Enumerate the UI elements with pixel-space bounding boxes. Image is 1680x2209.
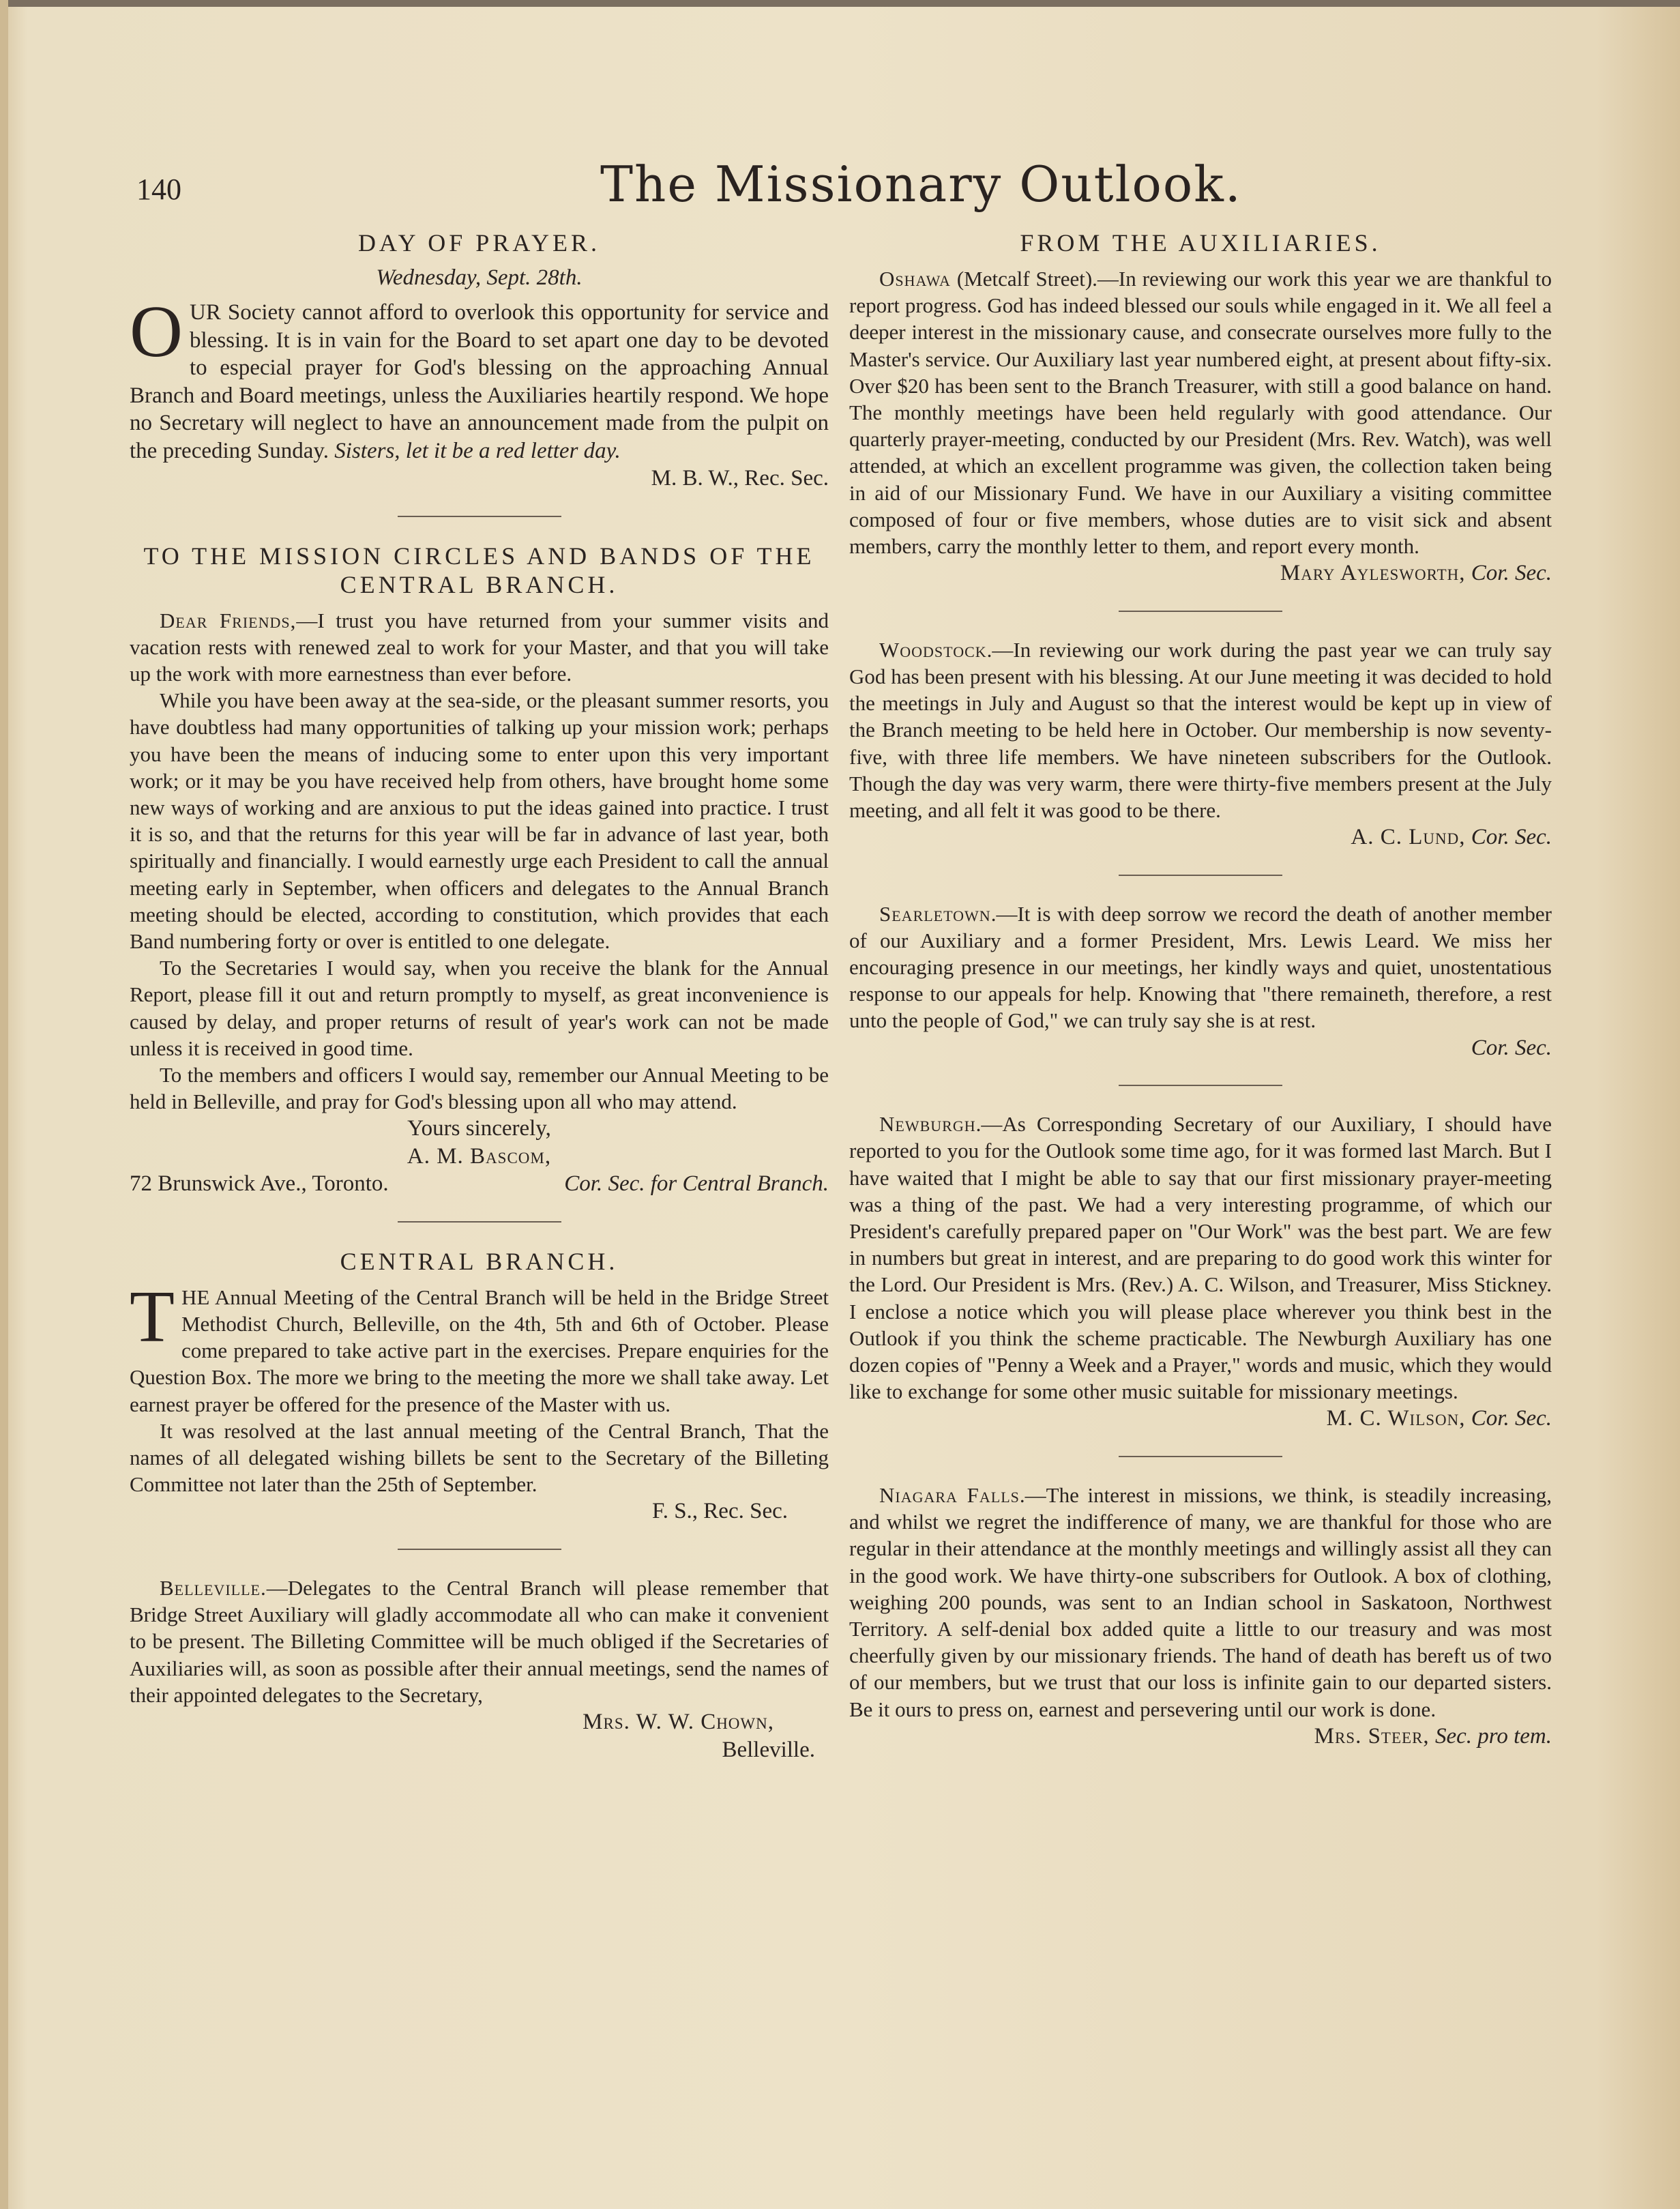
- signer-name: M. C. Wilson,: [1326, 1406, 1466, 1431]
- closing-line: Sisters, let it be a red letter day.: [334, 438, 621, 463]
- place-name: Belleville.: [160, 1575, 267, 1600]
- auxiliary-report: [849, 637, 1552, 851]
- paragraph: It was resolved at the last annual meeting of the Central Branch, That the names of all delegated wishing billets be sent to the Secretary of the Billeting Committee not later than the 25th of September.: [130, 1418, 829, 1497]
- paragraph: [130, 1276, 829, 1418]
- auxiliary-report: [849, 1111, 1552, 1433]
- belleville-notice: [130, 1575, 829, 1764]
- section-divider: [398, 516, 561, 517]
- article-title: TO THE MISSION CIRCLES AND BANDS OF THE CENTRAL BRANCH.: [143, 542, 815, 598]
- paragraph: While you have been away at the sea-side, or the pleasant summer resorts, you have doubtless had many opportunities of talking up your mission work; perhaps you have been the means of inducing some to enter upon this very important work; or it may be you have received help from others, have brought home some new ways of working and are anxious to put the ideas gained into practice. I trust it is so, and that the returns for this year will be far in advance of last year, both spiritually and financially. I would earnestly urge each President to call the annual meeting early in September, when officers and delegates to the Annual Branch meeting should be elected, according to constitution, which provides that each Band numbering forty or over is entitled to one delegate.: [130, 688, 829, 953]
- signer-role: Cor. Sec.: [1471, 561, 1552, 586]
- signature: F. S., Rec. Sec.: [651, 1499, 788, 1524]
- auxiliary-report: [849, 265, 1552, 587]
- signature: [849, 1034, 1552, 1062]
- binding-edge: [0, 0, 8, 2209]
- top-border: [0, 0, 1680, 7]
- paragraph: To the Secretaries I would say, when you receive the blank for the Annual Report, please fill it out and return promptly to myself, as great inconvenience is caused by delay, and proper returns of result of year's work can not be made unless it is received in good time.: [130, 956, 829, 1060]
- place-name: Searletown: [879, 901, 991, 926]
- page-header: [130, 156, 1603, 217]
- body-text: UR Society cannot afford to overlook this opportunity for service and blessing. It is in vain for the Board to set apart one day to be devoted to especial prayer for God's blessing on the approaching Annual Branch and Board meetings, unless the Auxiliaries heartily respond. We hope no Secretary will neglect to have an announcement made from the pulpit on the preceding Sunday.: [130, 300, 829, 463]
- signer-role: Cor. Sec. for Central Branch.: [564, 1171, 829, 1197]
- signer-name: Mary Aylesworth,: [1280, 561, 1466, 586]
- address: 72 Brunswick Ave., Toronto.: [130, 1171, 389, 1197]
- day-of-prayer-article: [130, 229, 829, 493]
- right-column: [849, 229, 1552, 1750]
- section-divider: [398, 1221, 561, 1223]
- signer-name: Mrs. Steer,: [1314, 1723, 1430, 1749]
- signer-role: Sec. pro tem.: [1434, 1723, 1552, 1749]
- signature: [849, 1405, 1552, 1433]
- signature: M. B. W., Rec. Sec.: [651, 466, 829, 491]
- section-divider: [398, 1549, 561, 1550]
- mission-circles-article: [130, 542, 829, 1198]
- paragraph: [849, 901, 1552, 1034]
- article-body: [130, 291, 829, 465]
- article-title: DAY OF PRAYER.: [357, 229, 601, 257]
- place-name: Niagara Falls: [879, 1482, 1020, 1507]
- paragraph-text: —I trust you have returned from your summer visits and vacation rests with renewed zeal to work for your Master, and that you will take up the work with more earnestness than ever before.: [130, 608, 829, 686]
- signer-name: A. C. Lund,: [1351, 825, 1466, 850]
- paragraph-text: .—As Corresponding Secretary of our Auxiliary, I should have reported to you for the Outlook some time ago, for it was formed last March. But I have waited that I might be able to say that our first missionary prayer-meeting was a thing of the past. We had a very interesting programme, of which our President's carefully prepared paper on "Our Work" was the best part. We are few in numbers but great in interest, and are preparing to do good work this winter for the Lord. Our President is Mrs. (Rev.) A. C. Wilson, and Treasurer, Miss Stickney. I enclose a notice which you will please place wherever you think best in the Outlook if you think the scheme practicable. The Newburgh Auxiliary has one dozen copies of "Penny a Week and a Prayer," words and music, which they would like to exchange for some other music suitable for missionary meetings.: [849, 1112, 1552, 1404]
- paragraph: [849, 637, 1552, 823]
- paragraph-text: (Metcalf Street).—In reviewing our work this year we are thankful to report progress. God has indeed blessed our souls while engaged in it. We all feel a deeper interest in the missionary cause, and consecrate ourselves more fully to the Master's service. Our Auxiliary last year numbered eight, at present about fifty-six. Over $20 has been sent to the Branch Treasurer, with still a good balance on hand. The monthly meetings have been held regularly with good attendance. Our quarterly prayer-meeting, conducted by our President (Mrs. Rev. Watch), was well attended, at which an excellent programme was given, the collection taken being in aid of our Missionary Fund. We have in our Auxiliary a visiting committee composed of four or five members, whose duties are to visit sick and absent members, carry the monthly letter to them, and report every month.: [849, 267, 1552, 559]
- left-column: [130, 229, 829, 1764]
- signature-line: [130, 1170, 829, 1198]
- section-divider: [1119, 1085, 1282, 1086]
- paragraph: [849, 1111, 1552, 1405]
- drop-cap: T: [130, 1276, 175, 1358]
- paragraph-text: HE Annual Meeting of the Central Branch will be held in the Bridge Street Methodist Church, Belleville, on the 4th, 5th and 6th of October. Please come prepared to take active part in the exercises. Prepare enquiries for the Question Box. The more we bring to the meeting the more we shall take away. Let earnest prayer be offered for the presence of the Master with us.: [130, 1285, 829, 1416]
- page-number: 140: [136, 173, 181, 206]
- signer-role: Cor. Sec.: [1471, 825, 1552, 850]
- paragraph: [130, 1575, 829, 1708]
- place-name: Oshawa: [879, 267, 951, 291]
- signature: [849, 559, 1552, 587]
- signer-role: Cor. Sec.: [1471, 1406, 1552, 1431]
- place-name: Woodstock: [879, 637, 987, 662]
- closing: Yours sincerely,: [407, 1116, 551, 1141]
- article-date: Wednesday, Sept. 28th.: [376, 265, 583, 290]
- paragraph: [849, 265, 1552, 559]
- signature: [849, 1723, 1552, 1751]
- paragraph-text: —Delegates to the Central Branch will please remember that Bridge Street Auxiliary will gladly accommodate all who can make it convenient to be present. The Billeting Committee will be much obliged if the Secretaries of Auxiliaries will, as soon as possible after their annual meetings, send the names of their appointed delegates to the Secretary,: [130, 1575, 829, 1707]
- signer-name: A. M. Bascom,: [407, 1143, 552, 1169]
- paragraph: To the members and officers I would say, remember our Annual Meeting to be held in Belleville, and pray for God's blessing upon all who may attend.: [130, 1062, 829, 1114]
- article-title: FROM THE AUXILIARIES.: [1020, 229, 1381, 257]
- central-branch-article: [130, 1247, 829, 1525]
- place-name: Newburgh: [879, 1112, 976, 1137]
- salutation: Dear Friends,: [160, 608, 297, 632]
- auxiliary-report: [849, 901, 1552, 1062]
- auxiliary-report: [849, 1482, 1552, 1750]
- masthead: The Missionary Outlook.: [600, 156, 1242, 213]
- signature: [849, 823, 1552, 851]
- section-divider: [1119, 1456, 1282, 1457]
- section-divider: [1119, 875, 1282, 876]
- paragraph-text: .—In reviewing our work during the past year we can truly say God has been present with his blessing. At our June meeting it was decided to hold the meetings in July and August so that the interest would be kept up in view of the Branch meeting to be held here in October. Our membership is now seventy-five, with three life members. We have nineteen subscribers for the Outlook. Though the day was very warm, there were thirty-five members present at the July meeting, and all felt it was good to be there.: [849, 637, 1552, 822]
- drop-cap: O: [130, 291, 183, 372]
- paragraph: [130, 607, 829, 688]
- signature-town: Belleville.: [722, 1737, 815, 1762]
- section-divider: [1119, 611, 1282, 612]
- signer-role: Cor. Sec.: [1471, 1035, 1552, 1060]
- article-title: CENTRAL BRANCH.: [340, 1247, 619, 1275]
- signature: Mrs. W. W. Chown,: [583, 1710, 774, 1734]
- paragraph-text: .—The interest in missions, we think, is steadily increasing, and whilst we regret the indifference of many, we are thankful for those who are regular in their attendance at the monthly meetings and willingly assist all they can in the good work. We have thirty-one subscribers for Outlook. A box of clothing, weighing 200 pounds, was sent to an Indian school in Saskatoon, Northwest Territory. A self-denial box added quite a little to our treasury and was most cheerfully given by our missionary friends. The hand of death has bereft us of two of our members, but we trust that our loss is infinite gain to our departed sisters. Be it ours to press on, earnest and persevering until our work is done.: [849, 1482, 1552, 1721]
- paragraph-text: .—It is with deep sorrow we record the death of another member of our Auxiliary and a former President, Mrs. Lewis Leard. We miss her encouraging presence in our meetings, her kindly ways and quiet, unostentatious response to our appeals for help. Knowing that "there remaineth, therefore, a rest unto the people of God," we can truly say she is at rest.: [849, 901, 1552, 1033]
- paragraph: [849, 1482, 1552, 1723]
